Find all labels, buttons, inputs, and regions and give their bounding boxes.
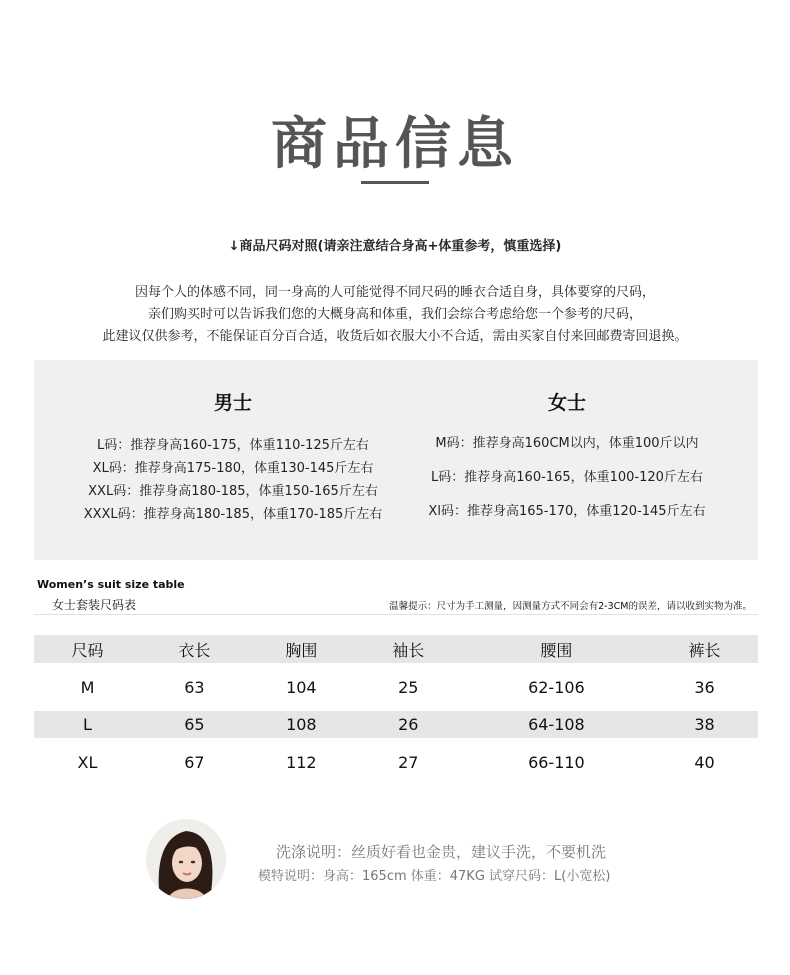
- page-title: 商品信息: [271, 112, 519, 177]
- men-size-line: XXL码：推荐身高180-185，体重150-165斤左右: [88, 484, 378, 499]
- intro-line: 此建议仅供参考，不能保证百分百合适，收货后如衣服大小不合适，需由买家自付来回邮费寄回退换。: [102, 329, 688, 344]
- size-table-title-en: Women’s suit size table: [37, 578, 185, 591]
- women-size-line: M码：推荐身高160CM以内，体重100斤以内: [435, 436, 699, 451]
- table-header-row: [34, 635, 758, 663]
- column-header: 衣长: [141, 635, 248, 663]
- intro-line: 亲们购买时可以告诉我们您的大概身高和体重，我们会综合考虑给您一个参考的尺码，: [147, 307, 642, 322]
- table-cell: 40: [651, 738, 758, 786]
- women-size-line: Xl码：推荐身高165-170，体重120-145斤左右: [428, 504, 706, 519]
- table-cell: 27: [355, 738, 462, 786]
- model-info: 模特说明：身高：165cm 体重：47KG 试穿尺码：L(小宽松): [258, 869, 611, 884]
- column-header: 裤长: [651, 635, 758, 663]
- table-row: [34, 711, 758, 738]
- table-cell: 112: [248, 738, 355, 786]
- table-cell: 66-110: [462, 738, 651, 786]
- table-cell: 62-106: [462, 663, 651, 711]
- column-header: 腰围: [462, 635, 651, 663]
- title-underline: [361, 181, 429, 184]
- women-heading: 女士: [547, 392, 586, 414]
- intro-text: [0, 282, 790, 348]
- table-cell: L: [34, 711, 141, 738]
- men-heading: 男士: [213, 392, 252, 414]
- table-cell: 38: [651, 711, 758, 738]
- table-cell: 25: [355, 663, 462, 711]
- men-size-line: XXXL码：推荐身高180-185，体重170-185斤左右: [83, 507, 383, 522]
- table-cell: XL: [34, 738, 141, 786]
- men-size-line: XL码：推荐身高175-180，体重130-145斤左右: [92, 461, 374, 476]
- table-cell: 64-108: [462, 711, 651, 738]
- women-size-line: L码：推荐身高160-165，体重100-120斤左右: [431, 470, 703, 485]
- size-guide-subtitle: ↓商品尺码对照(请亲注意结合身高+体重参考，慎重选择): [228, 239, 562, 254]
- column-header: 尺码: [34, 635, 141, 663]
- men-size-line: L码：推荐身高160-175，体重110-125斤左右: [97, 438, 369, 453]
- measurement-tip: 温馨提示：尺寸为手工测量，因测量方式不同会有2-3CM的误差，请以收到实物为准。: [389, 601, 752, 612]
- intro-line: 因每个人的体感不同，同一身高的人可能觉得不同尺码的睡衣合适自身，具体要穿的尺码，: [134, 285, 655, 300]
- column-header: 胸围: [248, 635, 355, 663]
- table-cell: 67: [141, 738, 248, 786]
- size-table-title-cn: 女士套装尺码表: [52, 598, 137, 612]
- column-header: 袖长: [355, 635, 462, 663]
- washing-instructions: 洗涤说明：丝质好看也金贵，建议手洗，不要机洗: [276, 843, 607, 861]
- women-size-list: [368, 432, 766, 534]
- model-avatar: [146, 819, 226, 899]
- table-cell: 65: [141, 711, 248, 738]
- table-row: [34, 663, 758, 711]
- table-cell: 108: [248, 711, 355, 738]
- table-cell: 36: [651, 663, 758, 711]
- table-cell: 63: [141, 663, 248, 711]
- table-row: [34, 738, 758, 786]
- table-cell: 104: [248, 663, 355, 711]
- table-cell: 26: [355, 711, 462, 738]
- size-table: [34, 635, 758, 786]
- divider: [34, 614, 758, 615]
- model-portrait-icon: [146, 819, 226, 899]
- table-cell: M: [34, 663, 141, 711]
